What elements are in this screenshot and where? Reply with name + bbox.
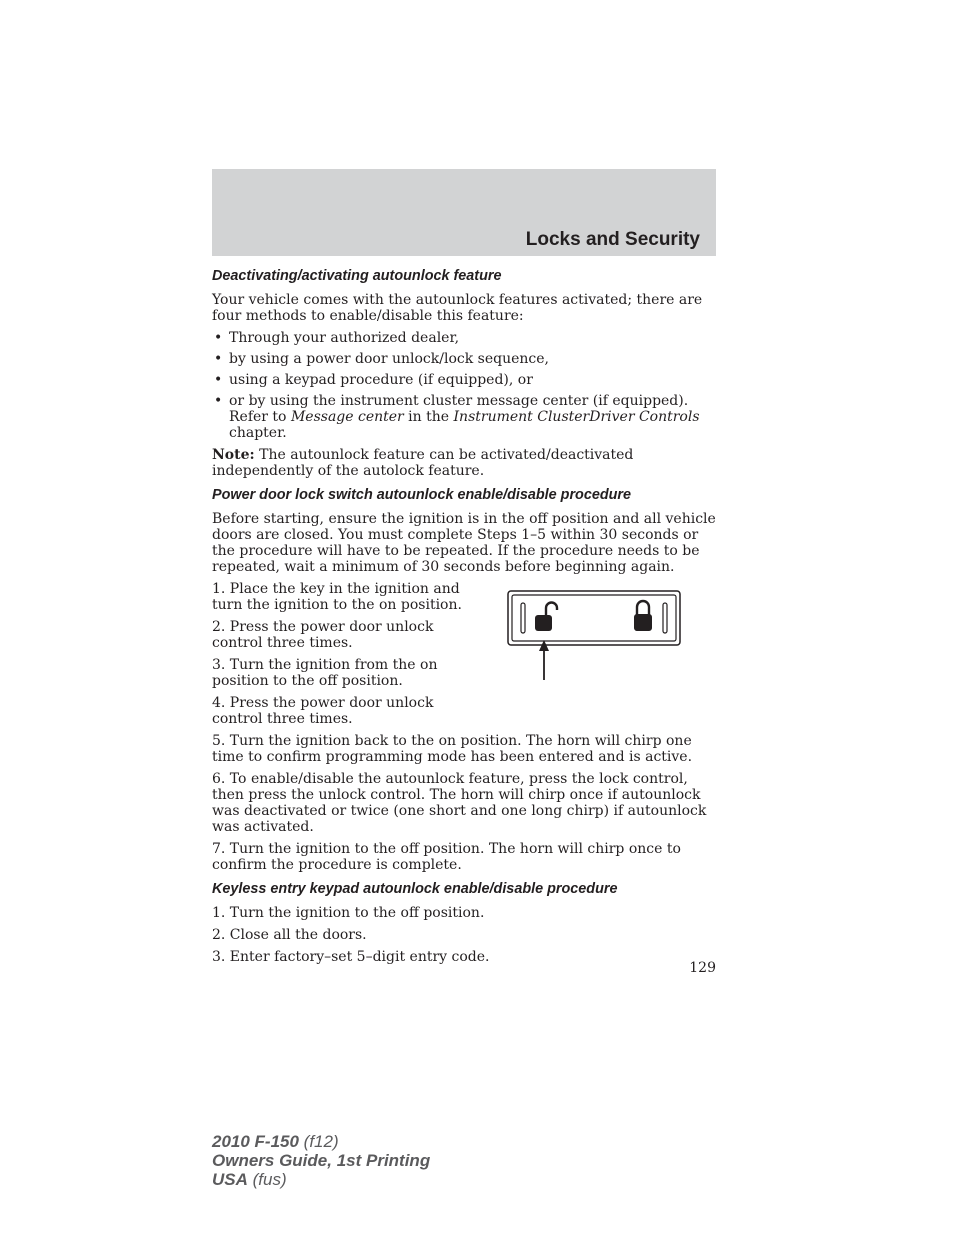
footer-region: USA [212, 1170, 248, 1189]
header-band [212, 169, 716, 256]
section-heading-deactivating: Deactivating/activating autounlock feature [212, 268, 502, 284]
footer [212, 1132, 430, 1189]
section2-intro: Before starting, ensure the ignition is in the off position and all vehicle doors are closed. You must complete Steps 1–5 within 30 seconds or the procedure will have to be repeated. If the procedure needs to be repeated, wait a minimum of 30 seconds before beginning again. [212, 511, 716, 575]
section1-intro: Your vehicle comes with the autounlock features activated; there are four methods to enable/disable this feature: [212, 292, 703, 324]
step-item: 7. Turn the ignition to the off position. The horn will chirp once to confirm the procedure is complete. [212, 841, 681, 873]
footer-region-code: (fus) [247, 1170, 287, 1189]
list-item-text: using a keypad procedure (if equipped), or [229, 372, 533, 388]
list-item [212, 393, 716, 441]
footer-line-3 [212, 1170, 430, 1189]
page-number: 129 [689, 960, 716, 976]
footer-code: (f12) [298, 1132, 339, 1151]
step-item: 2. Press the power door unlock control three times. [212, 619, 434, 651]
footer-printing: Owners Guide, 1st Printing [212, 1151, 431, 1170]
pointer-arrow-icon [539, 640, 549, 680]
note-label: Note: [212, 447, 255, 463]
list-item [212, 372, 716, 388]
section-heading-keyless: Keyless entry keypad autounlock enable/disable procedure [212, 881, 618, 897]
step-item: 5. Turn the ignition back to the on position. The horn will chirp one time to confirm programming mode has been entered and is active. [212, 733, 693, 765]
footer-line-1 [212, 1132, 430, 1151]
list-item-text: Through your authorized dealer, [229, 330, 460, 346]
list-item-text: or by using the instrument cluster message center (if equipped). Refer to [229, 393, 689, 425]
ref-instrument-cluster: Instrument ClusterDriver Controls [453, 409, 700, 425]
ref-message-center: Message center [290, 409, 404, 425]
page-content [212, 266, 716, 971]
step-item: 1. Place the key in the ignition and turn the ignition to the on position. [212, 581, 462, 613]
lock-icon [634, 601, 652, 631]
bullet: • [214, 393, 223, 409]
step-item: 3. Enter factory–set 5–digit entry code. [212, 949, 490, 965]
footer-line-2 [212, 1151, 430, 1170]
page-title: Locks and Security [525, 229, 700, 250]
bullet: • [214, 372, 223, 388]
note [212, 447, 716, 479]
bullet: • [214, 351, 223, 367]
list-item-text: chapter. [229, 425, 287, 441]
footer-model: 2010 F-150 [212, 1132, 299, 1151]
step-item: 6. To enable/disable the autounlock feature, press the lock control, then press the unlock control. The horn will chirp once if autounlock was deactivated or twice (one short and one long chirp) if autounlock was activated. [212, 771, 707, 835]
bullet: • [214, 330, 223, 346]
list-item-text: by using a power door unlock/lock sequence, [229, 351, 549, 367]
list-item [212, 351, 716, 367]
steps-left [212, 581, 472, 727]
step-item: 1. Turn the ignition to the off position. [212, 905, 485, 921]
step-item: 2. Close all the doors. [212, 927, 367, 943]
section-heading-power-door: Power door lock switch autounlock enable/disable procedure [212, 487, 632, 503]
steps-with-diagram [212, 581, 716, 727]
step-item: 4. Press the power door unlock control three times. [212, 695, 434, 727]
unlock-icon [535, 603, 557, 632]
list-item-text: in the [403, 409, 454, 425]
door-lock-switch-diagram [506, 589, 682, 693]
methods-list [212, 330, 716, 441]
note-text: The autounlock feature can be activated/deactivated independently of the autolock feature. [212, 447, 634, 479]
step-item: 3. Turn the ignition from the on position to the off position. [212, 657, 438, 689]
list-item [212, 330, 716, 346]
